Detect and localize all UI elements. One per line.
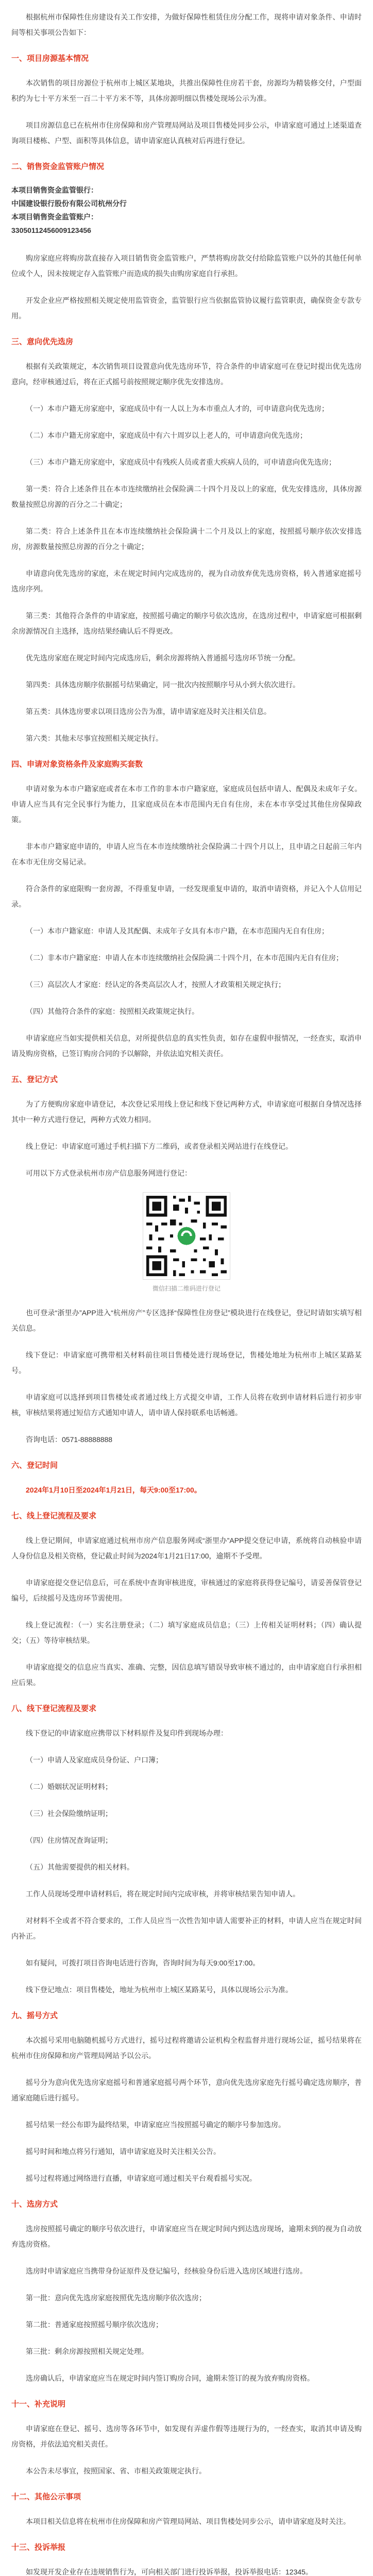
s4-paragraph: （一）本市户籍家庭：申请人及其配偶、未成年子女具有本市户籍，在本市范围内无自有住房；: [26, 927, 329, 935]
s1-paragraph: 本次销售的项目房源位于杭州市上城区某地块，共推出保障性住房若干套，房源均为精装修交付，户型面积约为七十平方米至一百二十平方米不等，具体房源明细以售楼处现场公示为准。: [11, 79, 362, 103]
contact-phone: 咨询电话：0571-88888888: [26, 1435, 113, 1444]
s4-paragraph: （二）非本市户籍家庭：申请人在本市连续缴纳社会保险满二十四个月，在本市范围内无自有住房；: [26, 954, 343, 962]
section-title-11: 十一、补充说明: [11, 2400, 66, 2409]
qr-caption: 微信扫描二维码进行登记: [152, 1285, 221, 1292]
s1-paragraph: 项目房源信息已在杭州市住房保障和房产管理局网站及项目售楼处同步公示，申请家庭可通过上述渠道查询项目楼栋、户型、面积等具体信息，请申请家庭认真核对后再进行登记。: [11, 121, 362, 145]
s4-paragraph: 申请对象为本市户籍家庭或者在本市工作的非本市户籍家庭，家庭成员包括申请人、配偶及未成年子女。申请人应当具有完全民事行为能力，且家庭成员在本市范围内无自有住房，未在本市享受过其他住房保障政策。: [11, 785, 362, 824]
s8-paragraph: 工作人员现场受理申请材料后，将在规定时间内完成审核，并将审核结果告知申请人。: [26, 1890, 300, 1898]
s4-paragraph: 非本市户籍家庭申请的，申请人应当在本市连续缴纳社会保险满二十四个月以上，且申请之日起前三年内在本市无住房交易记录。: [11, 842, 362, 866]
s3-paragraph: 第六类：其他未尽事宜按照相关规定执行。: [26, 734, 163, 742]
s8-paragraph: （一）申请人及家庭成员身份证、户口簿；: [26, 1756, 163, 1764]
bank-info: [11, 183, 362, 237]
s7-paragraph: 线上登记期间，申请家庭通过杭州市房产信息服务网或“浙里办”APP提交登记申请，系统将自动核验申请人身份信息及相关资格，登记截止时间为2024年1月21日17:00，逾期不予受理。: [11, 1536, 362, 1560]
section-title-3: 三、意向优先选房: [11, 337, 74, 346]
s7-paragraph: 申请家庭提交登记信息后，可在系统中查询审核进度，审核通过的家庭将获得登记编号，请妥善保管登记编号，后续摇号及选房环节需使用。: [11, 1579, 362, 1602]
s10-paragraph: 选房按照摇号确定的顺序号依次进行，申请家庭应当在规定时间内到达选房现场，逾期未到的视为自动放弃选房资格。: [11, 2225, 362, 2248]
s9-paragraph: 本次摇号采用电脑随机摇号方式进行，摇号过程将邀请公证机构全程监督并进行现场公证，摇号结果将在杭州市住房保障和房产管理局网站予以公示。: [11, 2036, 362, 2060]
s10-paragraph: 选房确认后，申请家庭应当在规定时间内签订购房合同，逾期未签订的视为放弃购房资格。: [26, 2374, 314, 2382]
s10-paragraph: 第三批：剩余房源按照相关规定处理。: [26, 2347, 148, 2355]
s5-paragraph: 也可登录“浙里办”APP进入“杭州房产”专区选择“保障性住房登记”模块进行在线登记，登记时请如实填写相关信息。: [11, 1309, 362, 1332]
bank-name: 中国建设银行股份有限公司杭州分行: [11, 199, 127, 208]
s8-paragraph: （五）其他需要提供的相关材料。: [26, 1863, 134, 1871]
s9-paragraph: 摇号结果一经公布即为最终结果，申请家庭应当按照摇号确定的顺序号参加选房。: [26, 2121, 285, 2129]
s9-paragraph: 摇号时间和地点将另行通知，请申请家庭及时关注相关公告。: [26, 2147, 221, 2156]
s3-paragraph: 第五类：具体选房要求以项目选房公告为准，请申请家庭及时关注相关信息。: [26, 707, 271, 716]
s13-paragraph: 如发现开发企业存在违规销售行为，可向相关部门进行投诉举报，投诉举报电话：12345。: [26, 2568, 313, 2576]
s3-paragraph: 优先选房家庭在规定时间内完成选房后，剩余房源将纳入普通摇号选房环节统一分配。: [26, 654, 300, 662]
s2-paragraph: 开发企业应严格按照相关规定使用监管资金，监管银行应当依据监管协议履行监管职责，确保资金专款专用。: [11, 296, 362, 320]
section-title-9: 九、摇号方式: [11, 2011, 58, 2020]
s12-paragraph: 本项目相关信息将在杭州市住房保障和房产管理局网站、项目售楼处同步公示，请申请家庭及时关注。: [26, 2517, 350, 2526]
s8-paragraph: （三）社会保险缴纳证明；: [26, 1809, 112, 1818]
s4-paragraph: （三）高层次人才家庭：经认定的各类高层次人才，按照人才政策相关规定执行；: [26, 980, 285, 989]
s8-paragraph: （四）住房情况查询证明；: [26, 1836, 112, 1844]
section-title-5: 五、登记方式: [11, 1075, 58, 1084]
s10-paragraph: 第二批：普通家庭按照摇号顺序依次选房；: [26, 2320, 163, 2329]
section-title-4: 四、申请对象资格条件及家庭购买套数: [11, 760, 143, 769]
s8-paragraph: 如有疑问，可拨打项目咨询电话进行咨询，咨询时间为每天9:00至17:00。: [26, 1959, 260, 1967]
s5-paragraph: 线下登记：申请家庭可携带相关材料前往项目售楼处进行现场登记，售楼处地址为杭州市上城区某路某号。: [11, 1351, 362, 1375]
s4-paragraph: （四）其他符合条件的家庭：按照相关政策规定执行。: [26, 1007, 199, 1015]
section-title-8: 八、线下登记流程及要求: [11, 1704, 97, 1713]
section-title-2: 二、销售资金监管账户情况: [11, 162, 105, 171]
s10-paragraph: 选房时申请家庭应当携带身份证原件及登记编号，经核验身份后进入选房区域进行选房。: [26, 2267, 307, 2275]
s8-paragraph: （二）婚姻状况证明材料；: [26, 1783, 112, 1791]
section-title-7: 七、线上登记流程及要求: [11, 1512, 97, 1520]
s3-paragraph: 第一类：符合上述条件且在本市连续缴纳社会保险满二十四个月及以上的家庭，优先安排选房，具体房源数量按照总房源的百分之二十确定；: [11, 485, 362, 509]
section-title-1: 一、项目房源基本情况: [11, 54, 89, 63]
s3-paragraph: 申请意向优先选房的家庭，未在规定时间内完成选房的，视为自动放弃优先选房资格，转入普通家庭摇号选房序列。: [11, 569, 362, 593]
bank-label: 本项目销售资金监管银行：: [11, 186, 98, 194]
qr-section: [11, 1192, 362, 1293]
s9-paragraph: 摇号过程将通过网络进行直播，申请家庭可通过相关平台观看摇号实况。: [26, 2174, 257, 2182]
s9-paragraph: 摇号分为意向优先选房家庭摇号和普通家庭摇号两个环节，意向优先选房家庭先行摇号确定选房顺序，普通家庭随后进行摇号。: [11, 2078, 362, 2102]
s7-paragraph: 线上登记流程：（一）实名注册登录；（二）填写家庭成员信息；（三）上传相关证明材料；（四）确认提交；（五）等待审核结果。: [11, 1621, 362, 1645]
s2-paragraph: 购房家庭应将购房款直接存入项目销售资金监管账户，严禁将购房款交付给除监管账户以外的其他任何单位或个人，因未按规定存入监管账户而造成的损失由购房家庭自行承担。: [11, 254, 362, 278]
s5-paragraph: 线上登记：申请家庭可通过手机扫描下方二维码，或者登录相关网站进行在线登记。: [26, 1142, 293, 1150]
section-title-10: 十、选房方式: [11, 2200, 58, 2209]
s4-paragraph: 符合条件的家庭限购一套房源，不得重复申请，一经发现重复申请的，取消申请资格，并记入个人信用记录。: [11, 885, 362, 908]
account-number: 33050112456009123456: [11, 226, 91, 234]
s11-paragraph: 申请家庭在登记、摇号、选房等各环节中，如发现有弄虚作假等违规行为的，一经查实，取消其申请及购房资格，并依法追究相关责任。: [11, 2425, 362, 2448]
section-title-12: 十二、其他公示事项: [11, 2493, 81, 2501]
s8-paragraph: 线下登记的申请家庭应携带以下材料原件及复印件到现场办理：: [26, 1729, 228, 1737]
s8-paragraph: 对材料不全或者不符合要求的，工作人员应当一次性告知申请人需要补正的材料，申请人应当在规定时间内补正。: [11, 1917, 362, 1940]
s7-paragraph: 申请家庭提交的信息应当真实、准确、完整，因信息填写错误导致审核不通过的，由申请家庭自行承担相应后果。: [11, 1663, 362, 1687]
s11-paragraph: 本公告未尽事宜，按照国家、省、市相关政策规定执行。: [26, 2467, 206, 2475]
s5-paragraph: 为了方便购房家庭申请登记，本次登记采用线上登记和线下登记两种方式，申请家庭可根据自身情况选择其中一种方式进行登记，两种方式效力相同。: [11, 1100, 362, 1124]
s10-paragraph: 第一批：意向优先选房家庭按照优先选房顺序依次选房；: [26, 2294, 206, 2302]
registration-time: 2024年1月10日至2024年1月21日，每天9:00至17:00。: [26, 1486, 201, 1494]
s3-paragraph: （二）本市户籍无房家庭中，家庭成员中有六十周岁以上老人的，可申请意向优先选房；: [26, 431, 307, 439]
s3-paragraph: 第二类：符合上述条件且在本市连续缴纳社会保险满十二个月及以上的家庭，按照摇号顺序依次安排选房，房源数量按照总房源的百分之十确定；: [11, 527, 362, 551]
intro-paragraph: 根据杭州市保障性住房建设有关工作安排，为做好保障性租赁住房分配工作，现将申请对象条件、申请时间等相关事项公告如下：: [11, 13, 362, 37]
s3-paragraph: （三）本市户籍无房家庭中，家庭成员中有残疾人员或者重大疾病人员的，可申请意向优先选房；: [26, 458, 336, 466]
section-title-6: 六、登记时间: [11, 1461, 58, 1470]
account-label: 本项目销售资金监管账户：: [11, 213, 98, 221]
s3-paragraph: 第三类：其他符合条件的申请家庭，按照摇号确定的顺序号依次选房，在选房过程中，申请家庭可根据剩余房源情况自主选择，选房结果经确认后不得更改。: [11, 612, 362, 635]
qr-code-icon[interactable]: [143, 1192, 230, 1280]
s3-paragraph: 第四类：具体选房顺序依据摇号结果确定，同一批次内按照顺序号从小到大依次进行。: [26, 681, 300, 689]
s4-paragraph: 申请家庭应当如实提供相关信息，对所提供信息的真实性负责，如存在虚假申报情况，一经查实，取消申请及购房资格，已签订购房合同的予以解除，并依法追究相关责任。: [11, 1034, 362, 1058]
s5-paragraph: 可用以下方式登录杭州市房产信息服务网进行登记：: [26, 1169, 192, 1177]
section-title-13: 十三、投诉举报: [11, 2543, 66, 2552]
s3-paragraph: （一）本市户籍无房家庭中，家庭成员中有一人以上为本市重点人才的，可申请意向优先选房；: [26, 404, 329, 413]
s5-paragraph: 申请家庭可以选择到项目售楼处或者通过线上方式提交申请，工作人员将在收到申请材料后进行初步审核，审核结果将通过短信方式通知申请人，请申请人保持联系电话畅通。: [11, 1393, 362, 1417]
s3-paragraph: 根据有关政策规定，本次销售项目设置意向优先选房环节，符合条件的申请家庭可在登记时提出优先选房意向，经审核通过后，将在正式摇号前按照规定顺序优先安排选房。: [11, 362, 362, 386]
s8-paragraph: 线下登记地点：项目售楼处，地址为杭州市上城区某路某号，具体以现场公示为准。: [26, 1986, 293, 1994]
